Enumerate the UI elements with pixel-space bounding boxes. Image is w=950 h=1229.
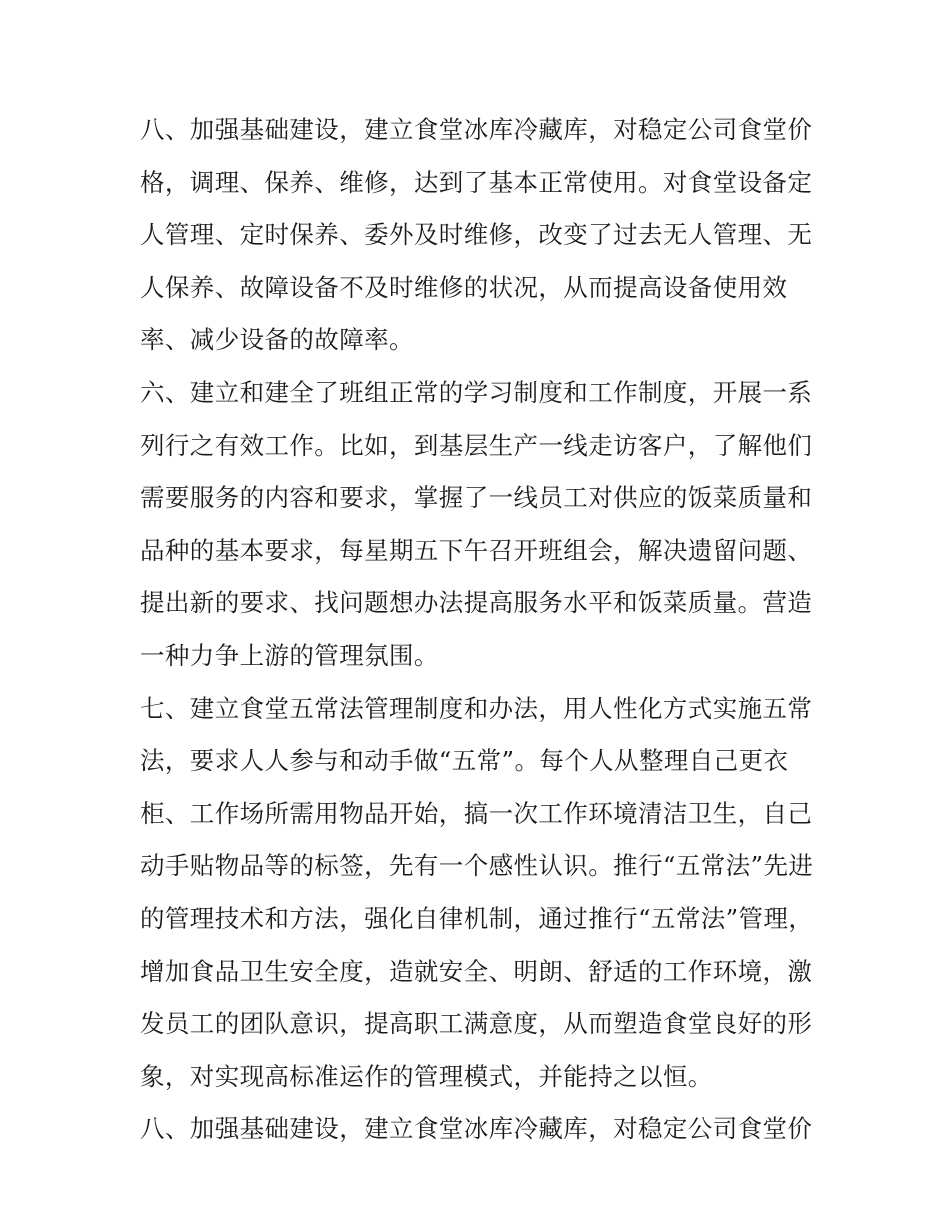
text-line: 列行之有效工作。比如，到基层生产一线走访客户，了解他们: [140, 430, 813, 460]
text-line: 动手贴物品等的标签，先有一个感性认识。推行“五常法”先进: [140, 851, 814, 881]
text-line: 八、加强基础建设，建立食堂冰库冷藏库，对稳定公司食堂价: [140, 115, 813, 144]
text-line: 七、建立食堂五常法管理制度和办法，用人性化方式实施五常: [140, 693, 813, 723]
text-line: 法，要求人人参与和动手做“五常”。每个人从整理自己更衣: [140, 746, 789, 776]
text-line: 发员工的团队意识，提高职工满意度，从而塑造食堂良好的形: [140, 1009, 813, 1039]
text-line: 格，调理、保养、维修，达到了基本正常使用。对食堂设备定: [140, 167, 813, 197]
text-line: 六、建立和建全了班组正常的学习制度和工作制度，开展一系: [140, 377, 813, 407]
text-line: 八、加强基础建设，建立食堂冰库冷藏库，对稳定公司食堂价: [140, 1114, 813, 1144]
paragraph-section-8: [140, 104, 820, 367]
document-body: [140, 104, 820, 1156]
text-line: 的管理技术和方法，强化自律机制，通过推行“五常法”管理，: [140, 903, 814, 933]
text-line: 人保养、故障设备不及时维修的状况，从而提高设备使用效: [140, 272, 788, 302]
text-line: 象，对实现高标准运作的管理模式，并能持之以恒。: [140, 1061, 713, 1091]
paragraph-section-6: [140, 367, 820, 683]
text-line: 柜、工作场所需用物品开始，搞一次工作环境清洁卫生，自己: [140, 798, 813, 828]
paragraph-section-7: [140, 683, 820, 1104]
text-line: 品种的基本要求，每星期五下午召开班组会，解决遗留问题、: [140, 535, 813, 565]
text-line: 一种力争上游的管理氛围。: [140, 640, 439, 670]
text-line: 人管理、定时保养、委外及时维修，改变了过去无人管理、无: [140, 220, 813, 250]
paragraph-section-8-repeat: [140, 1103, 820, 1156]
text-line: 增加食品卫生安全度，造就安全、明朗、舒适的工作环境，激: [140, 956, 813, 986]
text-line: 率、减少设备的故障率。: [140, 325, 414, 355]
text-line: 提出新的要求、找问题想办法提高服务水平和饭菜质量。营造: [140, 588, 813, 618]
text-line: 需要服务的内容和要求，掌握了一线员工对供应的饭菜质量和: [140, 483, 813, 513]
